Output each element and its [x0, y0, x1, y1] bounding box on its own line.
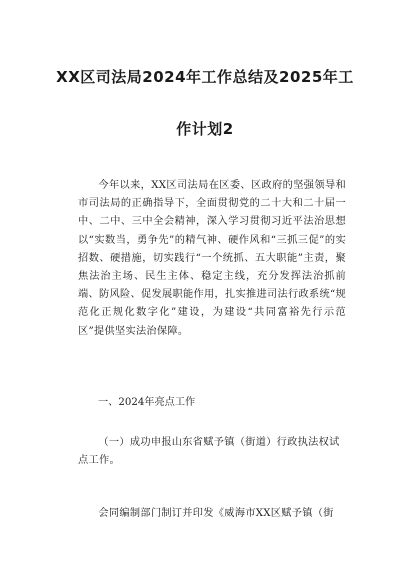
document-title-line-1: XX区司法局2024年工作总结及2025年工	[56, 68, 354, 86]
section-heading-highlights: 一、2024年亮点工作	[98, 397, 196, 408]
document-title-line-2: 作计划2	[176, 120, 234, 138]
body-paragraph: 会同编制部门制订并印发《威海市XX区赋予镇（街	[98, 508, 334, 519]
sub-heading-pilot-application: （一）成功申报山东省赋予镇（街道）行政执法权试点工作。	[78, 437, 340, 467]
intro-paragraph: 今年以来，XX区司法局在区委、区政府的坚强领导和市司法局的正确指导下，全面贯彻党的二十大和二十届一中、二中、三中全会精神，深入学习贯彻习近平法治思想以“实数当，勇争先”的精气神、硬作风和“三抓三促”的实招数、硬措施，切实践行“一个统抓、五大职能”主责，聚焦法治主场、民生主体、稳定主线，充分发挥法治抓前端、防风险、促发展职能作用，扎实推进司法行政系统“规范化正规化数字化”建设，为建设“共同富裕先行示范区”提供坚实法治保障。	[78, 180, 346, 337]
